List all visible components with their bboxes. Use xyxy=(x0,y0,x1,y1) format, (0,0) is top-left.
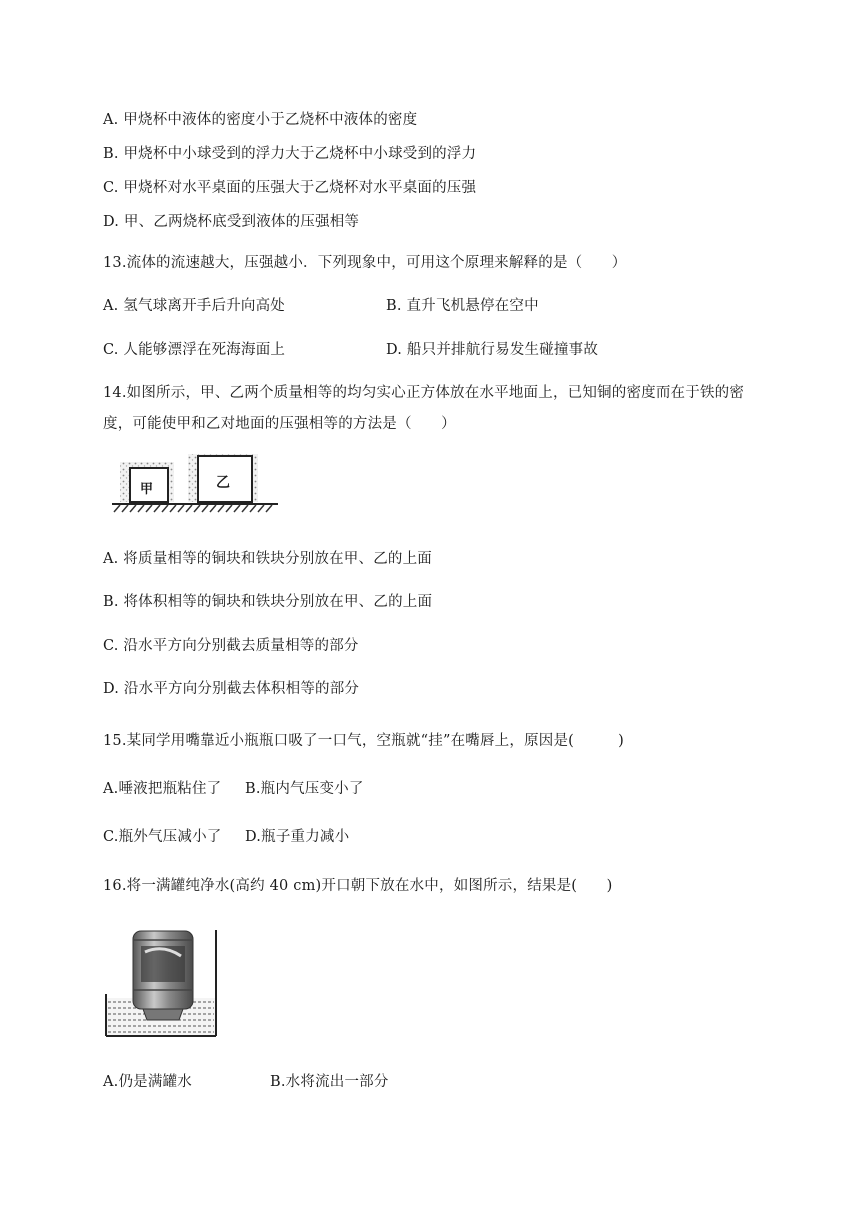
water-jug-diagram xyxy=(103,928,221,1040)
q14-figure-cubes xyxy=(110,450,280,520)
q15-option-d: D.瓶子重力减小 xyxy=(245,829,350,845)
q12-option-b: B. 甲烧杯中小球受到的浮力大于乙烧杯中小球受到的浮力 xyxy=(103,146,477,162)
q14-option-a: A. 将质量相等的铜块和铁块分别放在甲、乙的上面 xyxy=(103,551,432,567)
q13-stem: 13.流体的流速越大，压强越小．下列现象中，可用这个原理来解释的是（ ） xyxy=(103,255,627,271)
q13-option-b: B. 直升飞机悬停在空中 xyxy=(386,298,539,314)
cubes-diagram xyxy=(110,450,280,520)
q13-option-d: D. 船只并排航行易发生碰撞事故 xyxy=(386,342,599,358)
q14-stem-line2: 度，可能使甲和乙对地面的压强相等的方法是（ ） xyxy=(103,416,456,432)
q15-stem: 15.某同学用嘴靠近小瓶瓶口吸了一口气，空瓶就“挂”在嘴唇上，原因是( ) xyxy=(103,733,624,749)
q15-option-a: A.唾液把瓶粘住了 xyxy=(103,781,222,797)
q12-option-c: C. 甲烧杯对水平桌面的压强大于乙烧杯对水平桌面的压强 xyxy=(103,180,477,196)
q14-option-c: C. 沿水平方向分别截去质量相等的部分 xyxy=(103,638,359,654)
q13-option-a: A. 氢气球离开手后升向高处 xyxy=(103,298,285,314)
q16-stem: 16.将一满罐纯净水(高约 40 cm)开口朝下放在水中，如图所示，结果是( ) xyxy=(103,878,613,894)
q15-option-c: C.瓶外气压减小了 xyxy=(103,829,222,845)
q16-figure-water-jug xyxy=(103,928,221,1040)
q16-option-a: A.仍是满罐水 xyxy=(103,1074,192,1090)
q14-option-b: B. 将体积相等的铜块和铁块分别放在甲、乙的上面 xyxy=(103,594,433,610)
label-yi: 乙 xyxy=(216,475,230,491)
q14-option-d: D. 沿水平方向分别截去体积相等的部分 xyxy=(103,681,360,697)
q16-option-b: B.水将流出一部分 xyxy=(270,1074,389,1090)
q12-option-a: A. 甲烧杯中液体的密度小于乙烧杯中液体的密度 xyxy=(103,112,418,128)
q12-option-d: D. 甲、乙两烧杯底受到液体的压强相等 xyxy=(103,214,360,230)
label-jia: 甲 xyxy=(140,482,154,497)
q13-option-c: C. 人能够漂浮在死海海面上 xyxy=(103,342,286,358)
q14-stem-line1: 14.如图所示，甲、乙两个质量相等的均匀实心正方体放在水平地面上，已知铜的密度而在于铁的密 xyxy=(103,385,745,401)
q15-option-b: B.瓶内气压变小了 xyxy=(245,781,364,797)
